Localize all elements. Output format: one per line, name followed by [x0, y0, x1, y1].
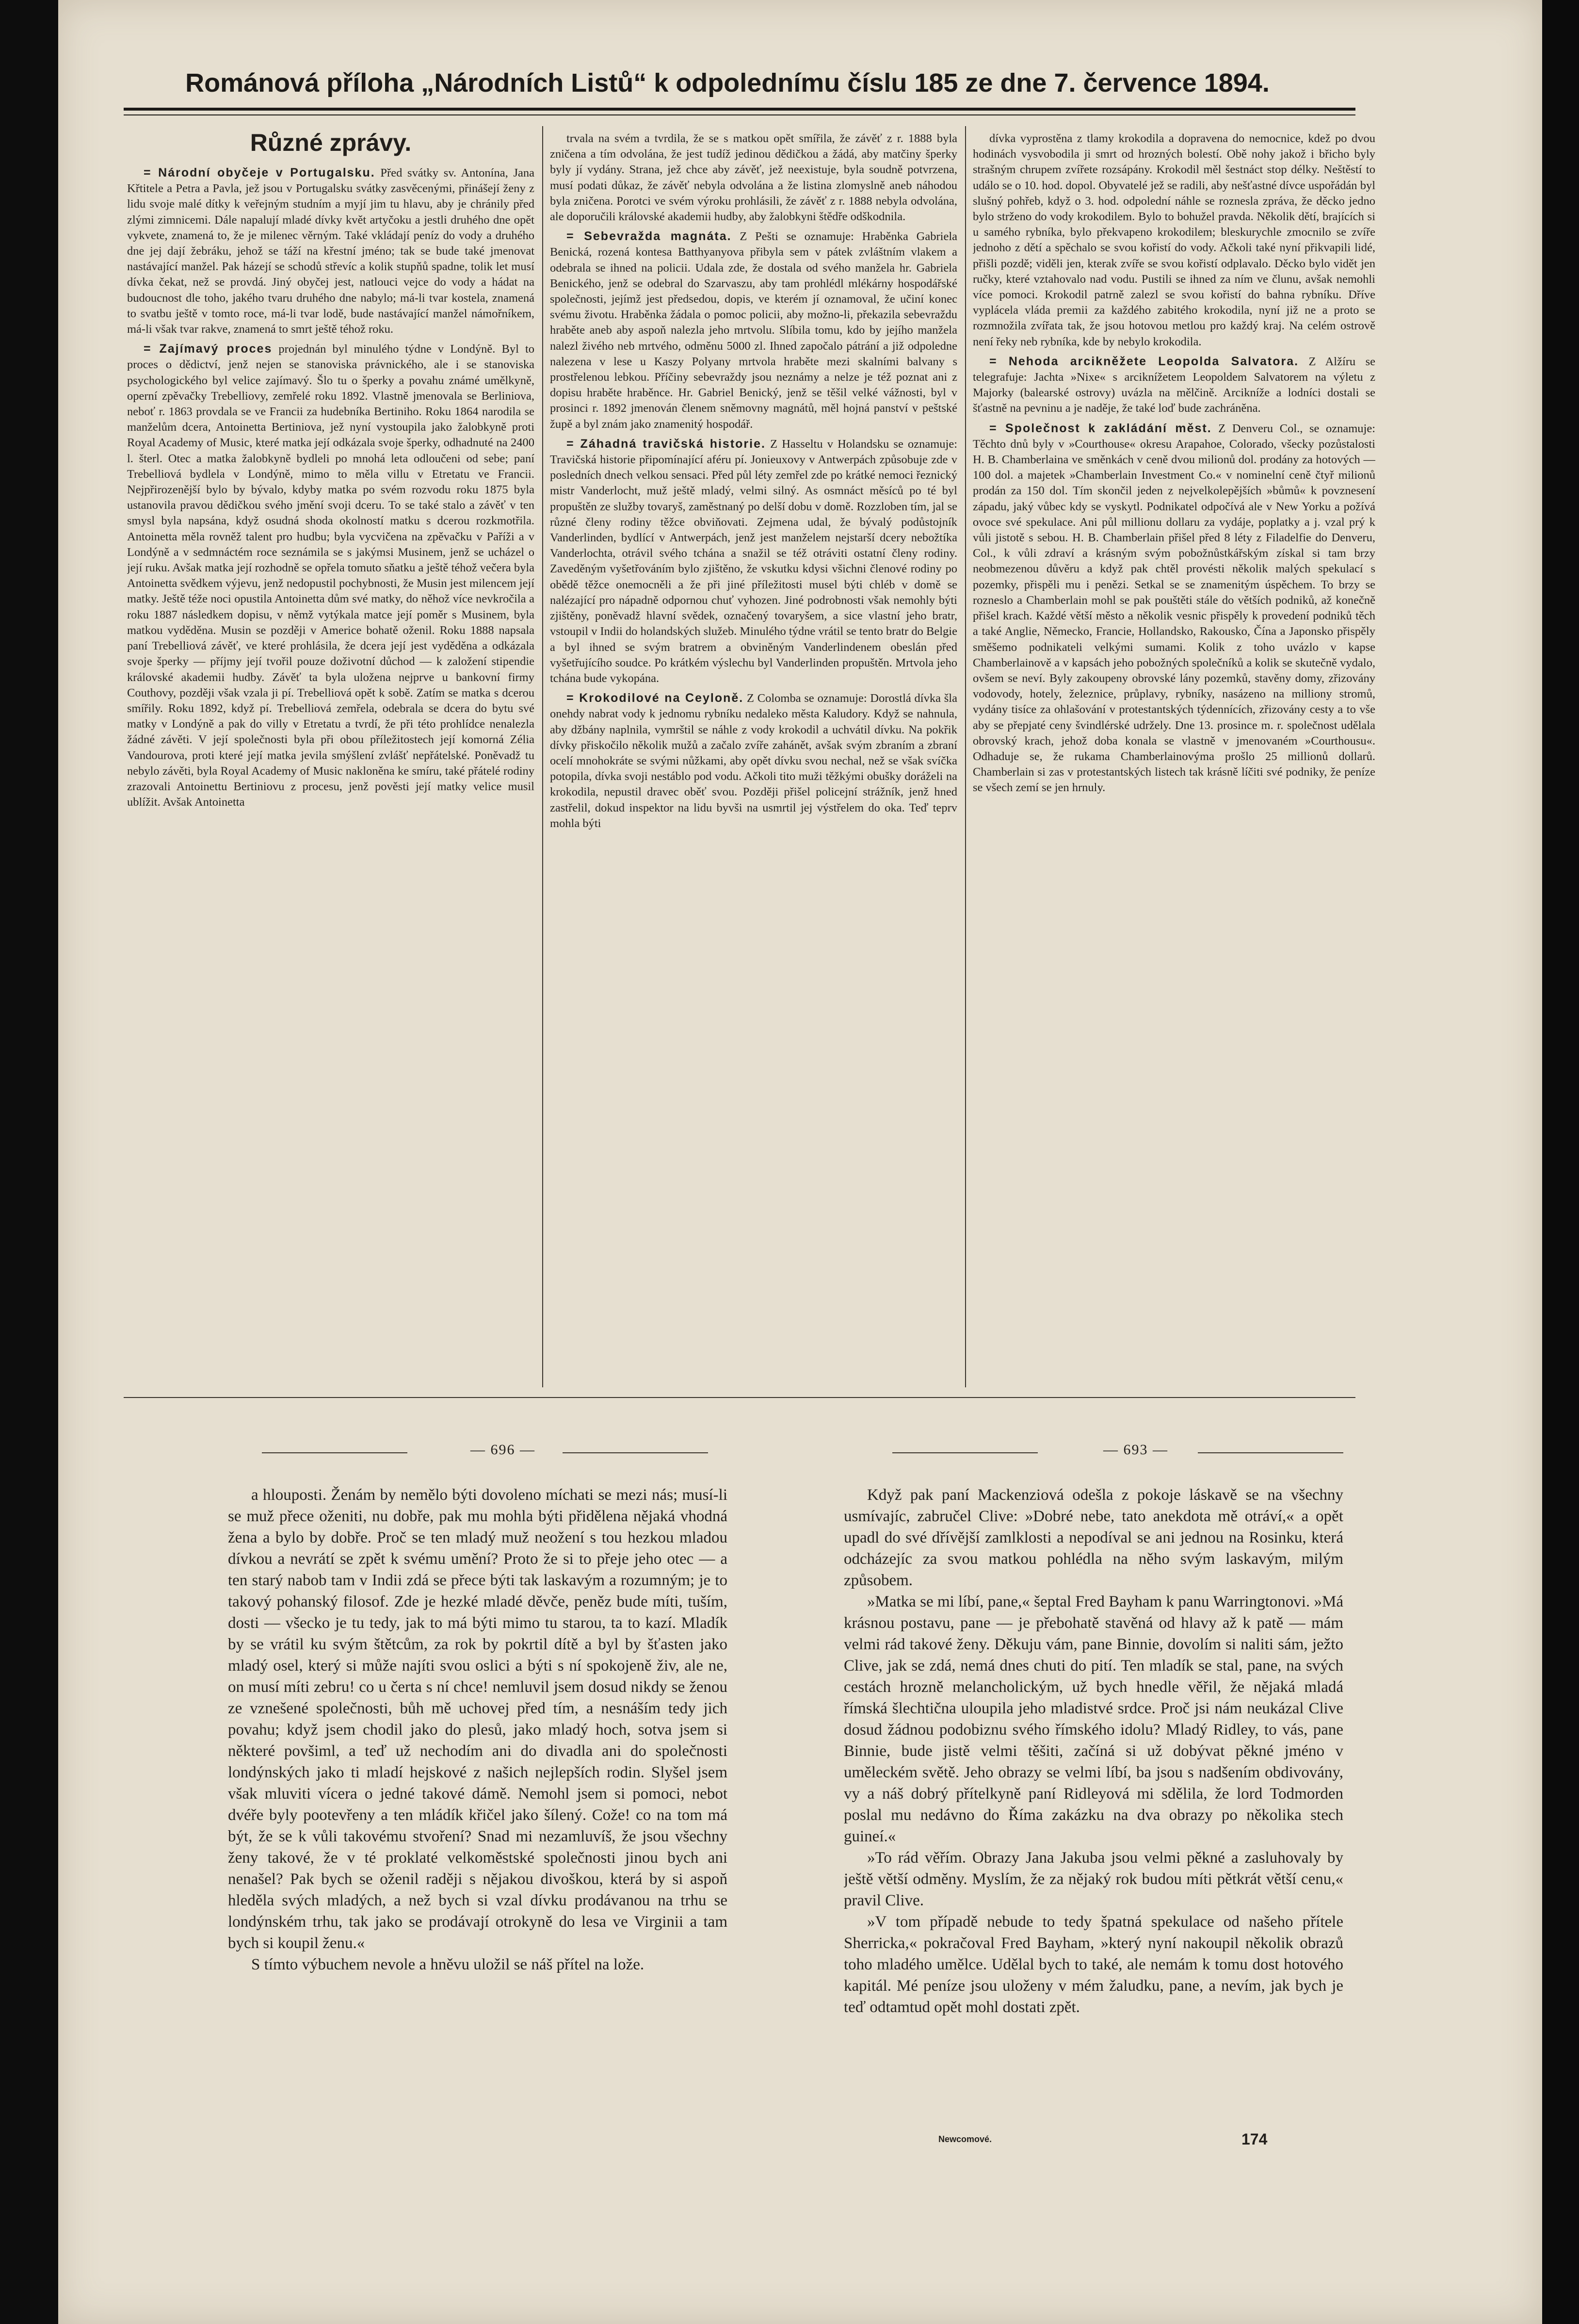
- page-number-rule: [892, 1452, 1038, 1453]
- article-body: trvala na svém a tvrdila, že se s matkou opět smířila, že závěť z r. 1888 byla zničena a tím odvolána, že jest tudíž jedinou dědičkou a žádá, aby matčiny šperky byly jí vydány. Strana, jež chce aby závěť, jež neexistuje, byla soudně potvrzena, musí podati důkaz, že závěť nebyla odvolána a že listina zlomyslně aneb náhodou byla zničena. Porotci ve svém výroku prohlásili, že závěť z r. 1888 nebyla odvolána, ale doporučili královské akademii hudby, aby žalobkyni štědře odškodnila.: [550, 132, 957, 224]
- article-body: projednán byl minulého týdne v Londýně. Byl to proces o dědictví, jenž nejen se stanoviska právnického, ale i se stanoviska psychologického byl velice zajímavý. Šlo tu o šperky a povahu známé umělkyně, operní zpěvačky Trebelliovy, zemřelé roku 1892. Vlastně jmenovala se Berliniova, neboť r. 1863 provdala se ve Francii za hudebníka Bertiniho. Roku 1864 narodila se manželům dcera, Antoinetta Bertiniova, jež nyní vystoupila jako žalobkyně proti Royal Academy of Music, které matka její odkázala svoje šperky, odhadnuté na 2400 l. šterl. Otec a matka žalobkyně bydleli po mnohá leta odloučeni od sebe; paní Trebelliová bydlela v Londýně, mimo to měla villu v Etretatu ve Francii. Nejpřirozenější bylo by bývalo, kdyby matka po svém rozvodu roku 1875 byla ustanovila pravou dědičkou svého jmění svoji dceru. To se také stalo a závěť v ten smysl byla napsána, když osudná shoda okolností matku s dcerou rozkmotřila. Antoinetta měla rovněž talent pro hudbu; byla vycvičena na zpěvačku v Paříži a v Londýně a v sedmnáctém roce seznámila se s jakýmsi Musinem, jenž se ucházel o její ruku. Avšak matka její rozhodně se opřela tomuto sňatku a ještě téhož večera byla Antoinetta svědkem výjevu, jenž nedopustil pochybnosti, že Musin jest milencem její matky. Ještě téže noci opustila Antoinetta dům své matky, do něhož více nevkročila a roku 1887 následkem dopisu, v němž vytýkala matce její poměr s Musinem, byla matkou vyděděna. Musin se později v Americe bohatě oženil. Roku 1888 napsala paní Trebelliová závěť, ve které prohlásila, že dcera její jest vyděděna a odkázala svoje šperky — příjmy její tvořil pouze doživotní důchod — k založení stipendie královské akademii hudby. Závěť ta byla uložena nejprve u bankovní firmy Couthovy, později však vzala ji pí. Trebelliová opět k sobě. Zatím se matka s dcerou smířily. Roku 1892, když pí. Trebelliová zemřela, odebrala se dcera do bytu své matky v Londýně a pak do villy v Etretatu a tvrdí, že při této prohlídce nenalezla žádné závěti. V její společnosti byla při obou příležitostech její komorná Zélia Vandourova, proti které její matka jevila smýšlení zvlášť nepřátelské. Poněvadž tu nebylo závěti, byla Royal Academy of Music nakloněna ke smíru, také přátelé rodiny zrazovali Antoinettu Bertiniovu z procesu, jenž pověsti její matky velice musil ublížit. Avšak Antoinetta: [127, 342, 534, 809]
- novel-paragraph: »To rád věřím. Obrazy Jana Jakuba jsou velmi pěkné a zasluhovaly by ještě větší odměny. Myslím, že za nějaký rok budou míti pětkrát větší cenu,« pravil Clive.: [844, 1849, 1343, 1909]
- news-article: [127, 165, 534, 337]
- news-article: [550, 690, 957, 831]
- article-body: Z Pešti se oznamuje: Hraběnka Gabriela Benická, rozená kontesa Batthyanyova přibyla sem v pátek zvláštním vlakem a odebrala se ihned na policii. Udala zde, že dostala od svého manžela hr. Gabriela Benického, jenž se odebral do Szarvaszu, aby tam prohlédl mlékárny hospodářské společnosti, jejímž jest předsedou, dopis, ve kterém jí oznamoval, že učiní konec svému životu. Hraběnka žádala o pomoc policii, aby možno-li, překazila sebevraždu hraběte aneb aby aspoň nalezla jeho mrtvolu. Slíbila tomu, kdo by jejího manžela nalezl živého neb mrtvého, odměnu 5000 zl. Ihned započalo pátrání a již odpoledne nalezena v lese u Kaszy Polyany mrtvola hraběte mezi skalními balvany s prostřelenou lebkou. Příčiny sebevraždy jsou neznámy a nelze je též poznat ani z dopisu hraběte hraběnce. Hr. Gabriel Benický, jenž se těšil velké vážnosti, byl v prosinci r. 1892 jmenován členem sněmovny magnátů, měl hojná panství v peštské župě a byl znám jako znamenitý hospodář.: [550, 230, 957, 431]
- news-article: [127, 341, 534, 810]
- article-body: Z Denveru Col., se oznamuje: Těchto dnů byly v »Courthouse« okresu Arapahoe, Colorado, všecky pozůstalosti H. B. Chamberlaina ve směnkách v ceně dvou milionů dol. prodány za hotových — 100 dol. a majetek »Chamberlain Investment Co.« v nominelní ceně čtyř milionů prodán za 150 dol. Tím skončil jeden z nejvelkolepějších »bůmů« k povznesení západu, jaký vůbec kdy se vyskytl. Podnikatel odpočívá ale v New Yorku a požívá ovoce své spekulace. Ani půl millionu dollaru za vydáje, poplatky a j. vzal prý k vůli jistotě s sebou. H. B. Chamberlain přišel před 8 léty z Filadelfie do Denveru, Col., k vůli zdraví a krásným svým pobožnůstkářským získal si tam brzy neobmezenou důvěru a když pak chtěl provésti několik malých spekulací s pozemky, přispěli mu i penězi. Setkal se se znamenitým úspěchem. To brzy se rozneslo a Chamberlain mohl se pak pouštěti stále do větších podniků, až konečně přišel krach. Každé větší město a několik vesnic přispěly k provedení podniků těch a také Anglie, Německo, Francie, Hollandsko, Rakousko, Čína a Japonsko přispěly směšemo podnikateli velkými sumami. Kolik z toho uvázlo v kapse Chamberlainově a v kapsách jeho pobožných společníků a kolik se skutečně vydalo, ovšem se neví. Byly zakoupeny obrovské lány pozemků, stavěny domy, zřizovány vodovody, hotely, železnice, průplavy, rybníky, nasázeno na milliony stromů, vydány tisíce za ohlašování v protestantských týdennících, zřizovány cesty a to vše aby se přepjaté ceny švindlérské udržely. Dne 13. prosince m. r. společnost udělala obrovský krach, jehož doba konala se vlastně v jmenovaném »Courthousu«. Odhaduje se, že rukama Chamberlainovýma prošlo 25 millionů dollarů. Chamberlain si zas v protestantských listech tak krásně líčiti své podniky, že peníze se všech zemí se jen hrnuly.: [973, 422, 1375, 795]
- header-rule-thin: [124, 114, 1355, 115]
- article-heading: = Sebevražda magnáta.: [566, 229, 732, 244]
- article-body: Před svátky sv. Antonína, Jana Křtitele a Petra a Pavla, jež jsou v Portugalsku svátky zasvěcenými, přinášejí ženy z lidu svoje malé dítky k veřejným studním a myjí jim tu hlavu, aby je chránily před zlými zimnicemi. Dále napalují mladé dívky květ artyčoku a jestli druhého dne opět vykvete, znamená to, že je milenec věrným. Také vkládají peníz do vody a druhého dne jej dají žebráku, jehož se táží na křestní jméno; tak se bude také jmenovat nastávající manžel. Pak házejí se schodů střevíc a kolik stupňů spadne, tolik let musí dívka čekat, než se provdá. Jiný obyčej jest, natlouci vejce do vody a hádat na budoucnost dle toho, jakého tvaru druhého dne nabylo; má-li tvar kostela, znamená to svatbu ještě v tomto roce, má-li tvar lodě, bude nastávající manžel námořníkem, má-li však tvar rakve, znamená to smrt ještě téhož roku.: [127, 166, 534, 336]
- novel-paragraph: »Matka se mi líbí, pane,« šeptal Fred Bayham k panu Warringtonovi. »Má krásnou postavu, pane — je přebohatě stavěná od hlavy až k patě — mám velmi rád takové ženy. Děkuju vám, pane Binnie, dovolím si naliti sám, ježto Clive, jak se zdá, nemá dnes chuti do pití. Ten mladík se stal, pane, na svých cestách hrozně melancholickým, už bych hnedle věřil, že nějaká mladá římská šlechtična uloupila jeho mladistvé srdce. Proč jsi nám neukázal Clive dosud žádnou podobiznu svého římského idolu? Mladý Ridley, to vás, pane Binnie, bude jistě velmi těšiti, začíná si už dobývat pěkné jméno v uměleckém světě. Jeho obrazy se velmi líbí, ba jsou s nadšením obdivovány, vy a náš dobrý přítelkyně paní Ridleyová mi sdělila, že lord Todmorden poslal mu nedávno do Říma zakázku na dva obrazy po několika stech guineí.«: [844, 1593, 1343, 1845]
- article-body: dívka vyprostěna z tlamy krokodila a dopravena do nemocnice, kdež po dvou hodinách vysvobodila ji smrt od hrozných bolestí. Obě nohy jakož i břicho byly strašným chrupem zvířete rozsápány. Krokodil měl šestnáct stop délky. Neštěstí to událo se o 10. hod. dopol. Obyvatelé jež se radili, aby nešťastné dívce uspořádán byl slušný pohřeb, když o 3. hod. odpolední náhle se roznesla zpráva, že děcko jedno bylo strženo do vody krokodilem. Bylo to bohužel pravda. Několik dětí, brajících si u samého rybníka, bylo překvapeno krokodilem; bleskurychle zmocnilo se zvíře jednoho z dětí a spěchalo se svou kořistí do vody. Ačkoli také nyní přikvapili lidé, přišli pozdě; viděli jen, kterak zvíře se svou kořistí odplavalo. Děcko bylo vidět jen ručky, které vztahovalo nad vodu. Pustili se ihned za ním ve člunu, avšak nemohli více pomoci. Krokodil patrně zalezl se svou kořistí do bahna rybníku. Dříve vyplácela vláda premii za každého zabitého krokodila, nyní již ne a proto se rozmnožila zvířata tak, že jsou hotovou metlou pro každý kraj. Na celém ostrově není řeky neb rybníka, kde by nebylo krokodila.: [973, 132, 1375, 348]
- news-article: [550, 228, 957, 432]
- footer-signature: Newcomové.: [938, 2134, 992, 2144]
- article-heading: = Nehoda arcikněžete Leopolda Salvatora.: [989, 354, 1299, 368]
- news-article: [550, 436, 957, 686]
- article-heading: = Společnost k zakládání měst.: [989, 421, 1212, 435]
- news-column-2: [550, 127, 957, 1383]
- news-article: [973, 354, 1375, 417]
- page-number-right: — 693 —: [1103, 1442, 1168, 1458]
- article-body: Z Alžíru se telegrafuje: Jachta »Nixe« s arciknížetem Leopoldem Salvatorem na výletu z Majorky (balearské ostrovy) uvázla na mělčině. Arcikníže a lodníci dostali se šťastně na pevninu a je naděje, že také loď bude zachráněna.: [973, 355, 1375, 415]
- column-divider: [542, 126, 543, 1387]
- page-fold-rule: [124, 1397, 1355, 1398]
- column-divider: [965, 126, 966, 1387]
- page-number-left: — 696 —: [470, 1442, 535, 1458]
- page-header-title: Románová příloha „Národních Listů“ k odpolednímu číslu 185 ze dne 7. července 1894.: [185, 68, 1270, 98]
- footer-sheet-number: 174: [1241, 2130, 1268, 2148]
- news-article: [973, 421, 1375, 796]
- article-body: Z Hasseltu v Holandsku se oznamuje: Travičská historie připomínající aféru pí. Jonieuxovy v Antwerpách způsobuje zde v posledních dnech velkou sensaci. Před půl léty zemřel zde po krátké nemoci řeznický mistr Vanderlocht, muž ještě mladý, velmi silný. As osmnáct měsíců po té byl propuštěn ze služby tovaryš, zaměstnaný po delší dobu v domě. Rozzloben tím, jal se různé členy rodiny těžce obviňovati. Zejmena udal, že bývalý podůstojník Vanderlinden, bydlící v Antwerpách, jenž jest manželem nejstarší dcery nebožtíka Vanderlochta, otrávil svého tchána a snažil se též otráviti ostatní členy rodiny. Zaveděným vyšetřováním bylo zjištěno, že vskutku kdysi všichni členové rodiny po obědě těžce onemocněli a že při jiné příležitosti musel býti chléb v domě se nalézající pro nápadně odpornou chuť vyhozen. Jiné podrobnosti však nemohly býti zjištěny, poněvadž hlavní svědek, označený tovaryšem, a sice vlastní jeho bratr, vstoupil v Indii do holandských služeb. Minulého týdne vrátil se tento bratr do Belgie a byl ihned se svým bratrem a obviněným Vanderlindenem obeslán před vyšetřujícího soudce. Po krátkém výslechu byl Vanderlinden propuštěn. Mrtvola jeho tchána bude vykopána.: [550, 437, 957, 685]
- novel-column-left: [228, 1484, 727, 2086]
- article-heading: = Zajímavý proces: [144, 342, 273, 356]
- article-heading: = Národní obyčeje v Portugalsku.: [144, 166, 375, 179]
- page-number-rule: [563, 1452, 708, 1453]
- novel-paragraph: Když pak paní Mackenziová odešla z pokoje láskavě se na všechny usmívajíc, zabručel Clive: »Dobré nebe, tato anekdota mě otráví,« a opět upadl do své dřívější zamlklosti a nepodíval se ani jednou na Rosinku, která odcházejíc za svou matkou pohlédla na něho svým laskavým, milým způsobem.: [844, 1486, 1343, 1589]
- novel-paragraph: a hlouposti. Ženám by nemělo býti dovoleno míchati se mezi nás; musí-li se muž přece oženiti, nu dobře, pak mu mohla býti přidělena nějaká vhodná žena a bylo by dobře. Proč se ten mladý muž neožení s tou hezkou mladou dívkou a nevrátí se zpět k svému umění? Proto že si to přeje jeho otec — a ten starý nabob tam v Indii zdá se přece býti tak laskavým a rozumným; je to takový pohanský filosof. Zde je hezké mladé děvče, peněz bude míti, tuším, dosti — všecko je tu tedy, jak to má býti mimo tu starou, ta to kazí. Mladík by se vrátil ku svým štětcům, za rok by pokrtil dítě a byl by šťasten jako mladý osel, který si může najíti svou oslici a býti s ní spokojeně živ, ale ne, on musí míti zebru! co u čerta s ní chce! nemluvil jsem dosud nikdy se ženou ze vznešené společnosti, bůh mě uchovej před tím, a nesnáším tedy jich povahu; když jsem chodil jako do plesů, jako mladý hoch, sotva jsem si některé povšiml, a teď už nechodím ani do divadla ani do společnosti londýnských jako ti mladí hejskové z našich nejlepších rodin. Slyšel jsem však mluviti vícera o jedné takové dámě. Nemohl jsem si pomoci, nebot dvéře byly pootevřeny a ten mládík křičel jako šílený. Cože! co na tom má být, že se k vůli takovému stvoření? Snad mi nezamluvíš, že jsou všechny ženy takové, že v té proklaté velkoměstské společnosti jinou bych ani nenašel? Pak bych se oženil raději s nějakou divoškou, která by si aspoň hleděla svých mladých, a než bych si vzal dívku prodávanou na trhu se londýnském trhu, tak jako se prodávají otrokyně do lesa ve Virginii a tam bych si koupil ženu.«: [228, 1486, 727, 1952]
- page-number-rule: [1198, 1452, 1343, 1453]
- news-column-1: [127, 127, 534, 1383]
- header-rule: [124, 108, 1355, 111]
- novel-column-right: [844, 1484, 1343, 2129]
- article-heading: = Krokodilové na Ceyloně.: [566, 691, 744, 705]
- article-body: Z Colomba se oznamuje: Dorostlá dívka šla onehdy nabrat vody k jednomu rybníku nedaleko města Kaludory. Když se nahnula, aby džbány naplnila, vymrštil se náhle z vody krokodil a uchvátil dívku. Na pokřik dívky přiskočilo několik mužů a začalo zvíře zahánět, avšak svým zbraním a zbraní ocelí mnohokráte se svými nůžkami, aby opět dívku svou nechal, než se však svíčka potopila, dívka svoji nestáblo pod vodu. Ačkoli tito muži těžkými obušky doráželi na krokodila, nepustil dravec oběť svou. Později přišel policejní strážník, jenž hned zastřelil, dokud inspektor na lidu byvši na usmrtil jej výstřelem do oka. Teď teprv mohla býti: [550, 692, 957, 830]
- article-heading: = Záhadná travičská historie.: [566, 437, 766, 451]
- novel-paragraph: S tímto výbuchem nevole a hněvu uložil se náš přítel na lože.: [251, 1956, 644, 1973]
- novel-paragraph: »V tom případě nebude to tedy špatná spekulace od našeho přítele Sherricka,« pokračoval Fred Bayham, »který nyní nakoupil několik obrazů toho mladého umělce. Udělal bych to také, ale nemám k tomu dost hotového kapitál. Mé peníze jsou uloženy v mém žaludku, pane, a nevím, jak bych je teď odtamtud opět mohl dostati zpět.: [844, 1913, 1343, 2016]
- page-number-rule: [262, 1452, 407, 1453]
- section-title: Různé zprávy.: [250, 129, 412, 156]
- news-column-3: [973, 127, 1375, 1383]
- news-article: [550, 131, 957, 225]
- news-article: [973, 131, 1375, 350]
- scan-edge: [1542, 0, 1579, 2324]
